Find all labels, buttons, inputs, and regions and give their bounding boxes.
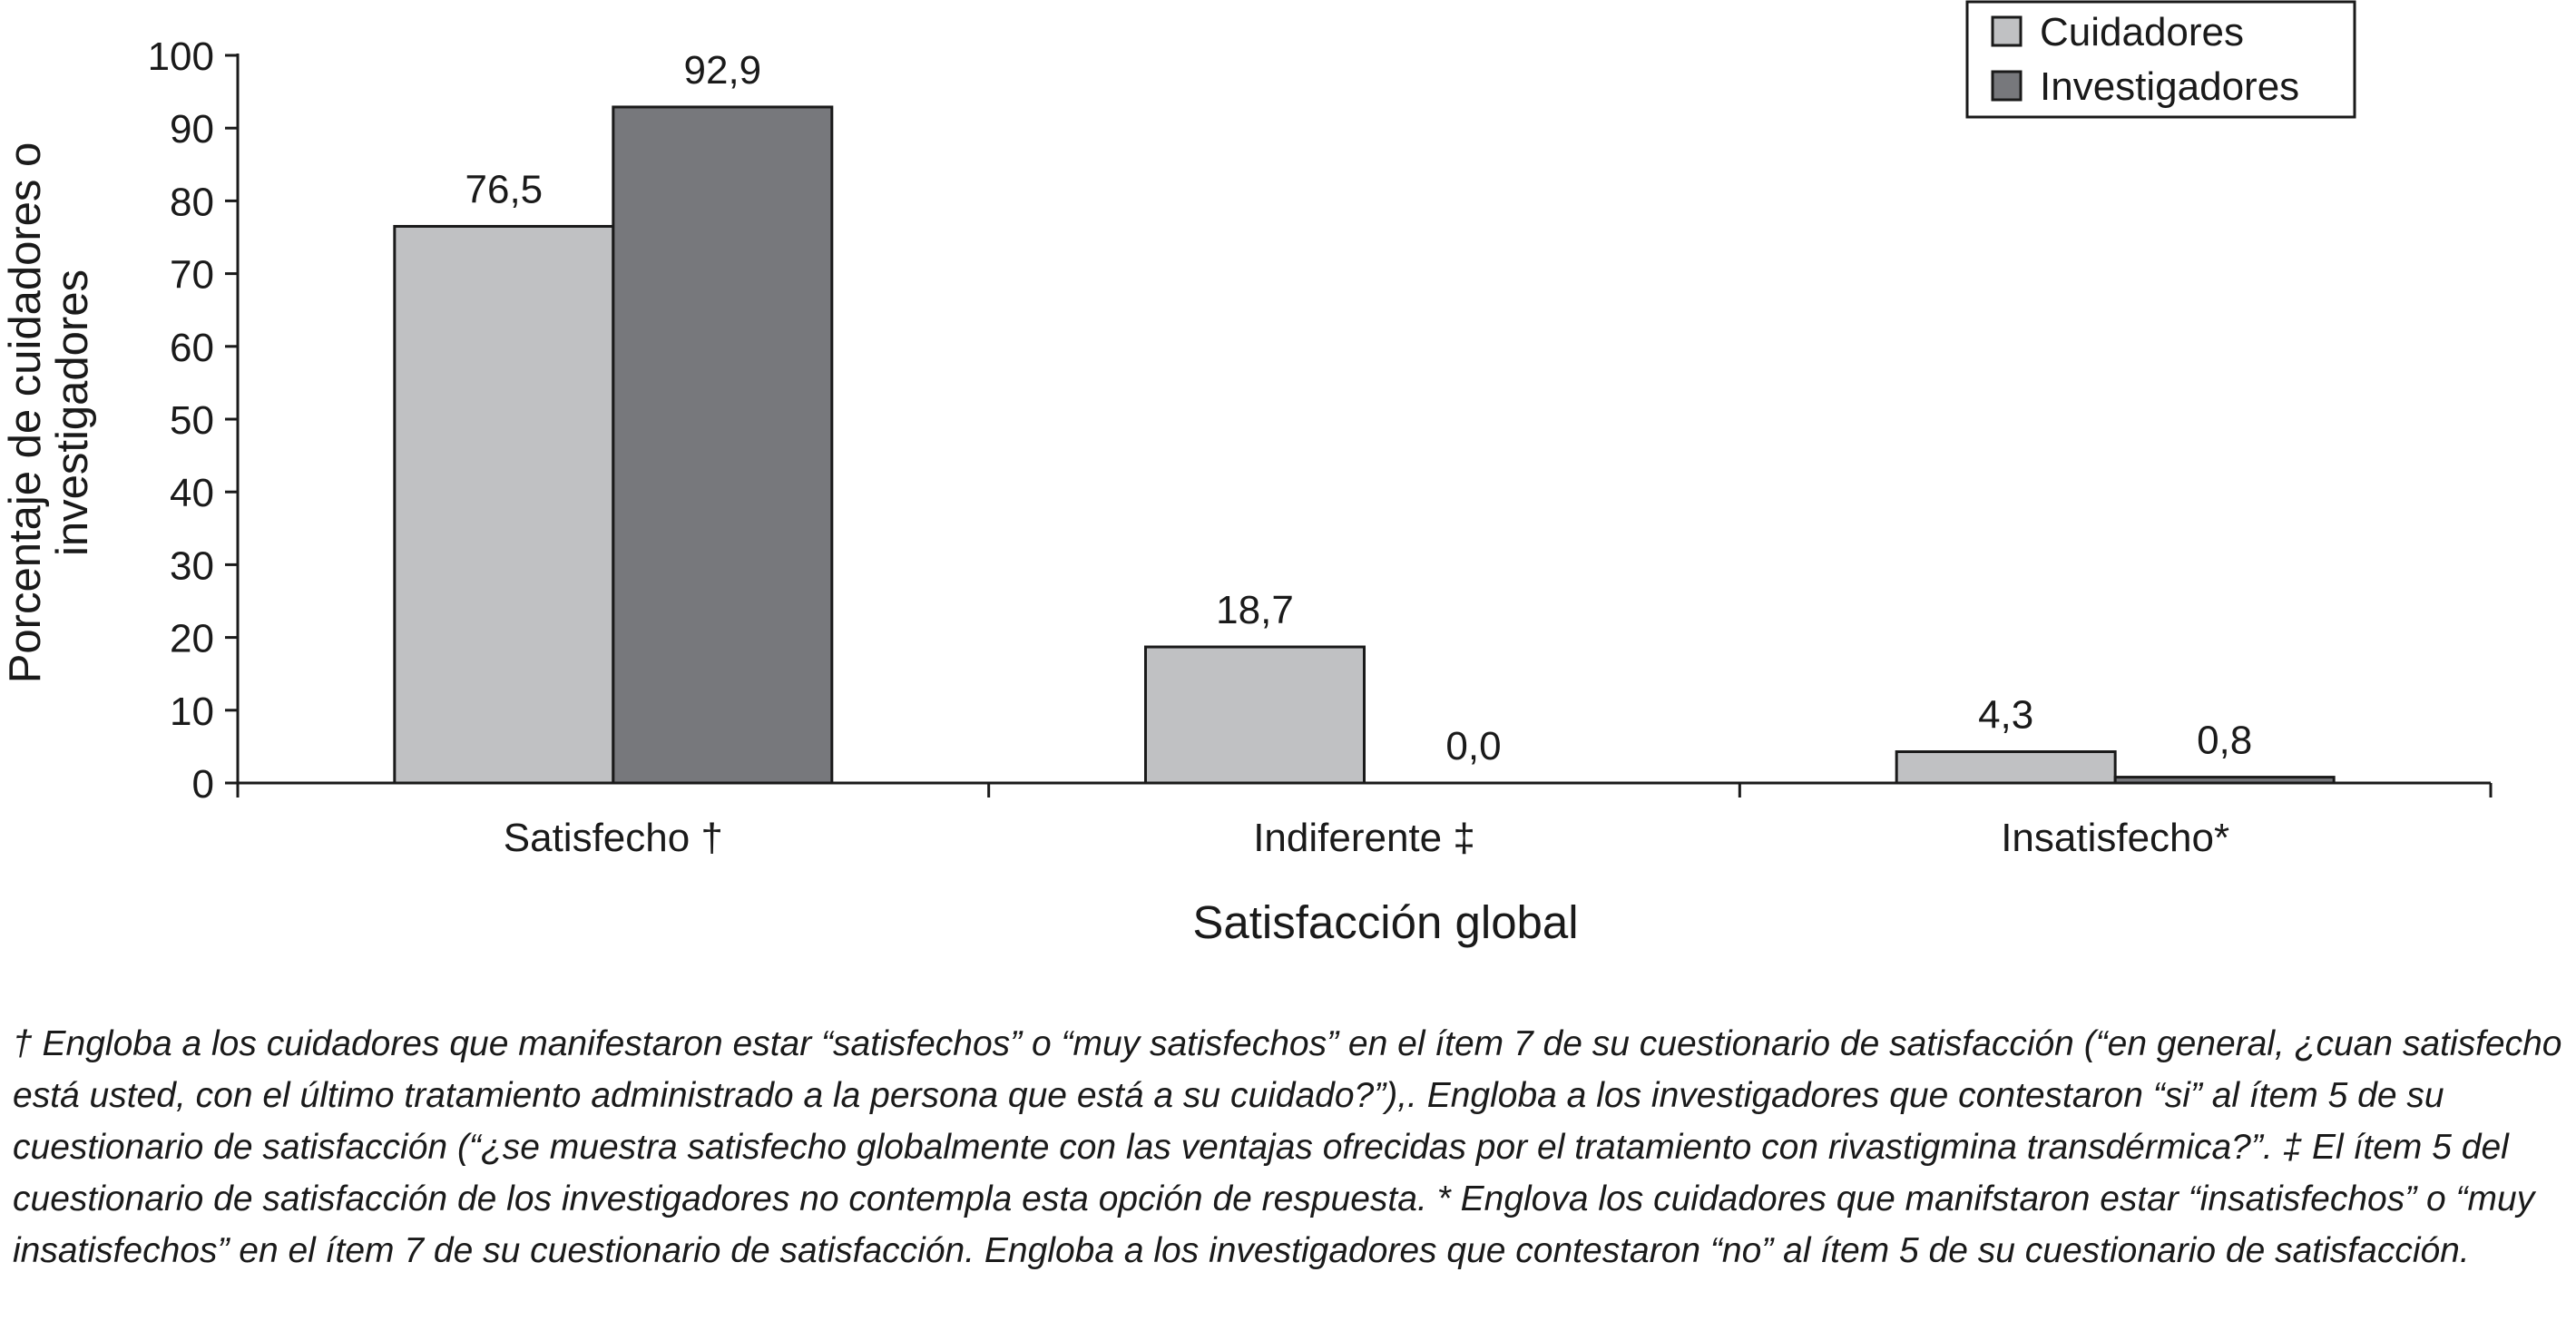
y-tick-label: 100 [147, 34, 214, 79]
y-tick-label: 50 [170, 398, 214, 443]
figure-footnote: † Engloba a los cuidadores que manifestaron estar “satisfechos” o “muy satisfechos” en el ítem 7 de su cuestionario de satisfacción (“en general, ¿cuan satisfecho está usted, con el último tratamiento administrado a la persona que está a su cuidado?”),. Engloba a los investigadores que contestaron “si” al ítem 5 de su cuestionario de satisfacción (“¿se muestra satisfecho globalmente con las ventajas ofrecidas por el tratamiento con rivastigmina transdérmica?”. ‡ El ítem 5 del cuestionario de satisfacción de los investigadores no contempla esta opción de respuesta. * Englova los cuidadores que manifstaron estar “insatisfechos” o “muy insatisfechos” en el ítem 7 de su cuestionario de satisfacción. Engloba a los investigadores que contestaron “no” al ítem 5 de su cuestionario de satisfacción. [13, 1024, 2562, 1270]
data-label: 76,5 [465, 167, 544, 212]
y-tick-label: 20 [170, 616, 214, 661]
y-tick-label: 40 [170, 471, 214, 516]
legend-label: Investigadores [2040, 64, 2300, 109]
y-tick-label: 90 [170, 107, 214, 152]
data-label: 92,9 [683, 47, 762, 93]
bar [2115, 778, 2334, 783]
bar [613, 107, 832, 783]
y-axis-title-text [1, 142, 97, 684]
y-tick-label: 60 [170, 325, 214, 370]
bars [395, 107, 2334, 783]
legend-swatch [1993, 17, 2021, 45]
y-tick-label: 30 [170, 543, 214, 589]
bar [395, 226, 613, 783]
y-axis-title-line: investigadores [48, 269, 97, 556]
data-label: 18,7 [1216, 588, 1294, 633]
y-tick-label: 10 [170, 689, 214, 734]
x-category-label: Satisfecho † [503, 816, 723, 860]
data-label: 0,8 [2197, 718, 2253, 763]
data-label: 4,3 [1978, 692, 2034, 738]
y-axis-title-line: Porcentaje de cuidadores o [1, 142, 50, 684]
x-axis [238, 783, 2491, 860]
x-category-label: Indiferente ‡ [1253, 816, 1475, 860]
bar [1896, 752, 2115, 783]
x-category-label: Insatisfecho* [2001, 816, 2230, 860]
y-axis [148, 34, 238, 807]
y-tick-label: 0 [191, 762, 214, 807]
data-label: 0,0 [1445, 724, 1502, 768]
y-tick-label: 80 [170, 180, 214, 225]
x-axis-title: Satisfacción global [1192, 896, 1579, 948]
y-axis-title [1, 142, 97, 684]
bar [1146, 647, 1365, 783]
legend [1967, 2, 2355, 117]
y-tick-label: 70 [170, 252, 214, 298]
legend-swatch [1993, 72, 2021, 100]
legend-label: Cuidadores [2040, 10, 2245, 54]
